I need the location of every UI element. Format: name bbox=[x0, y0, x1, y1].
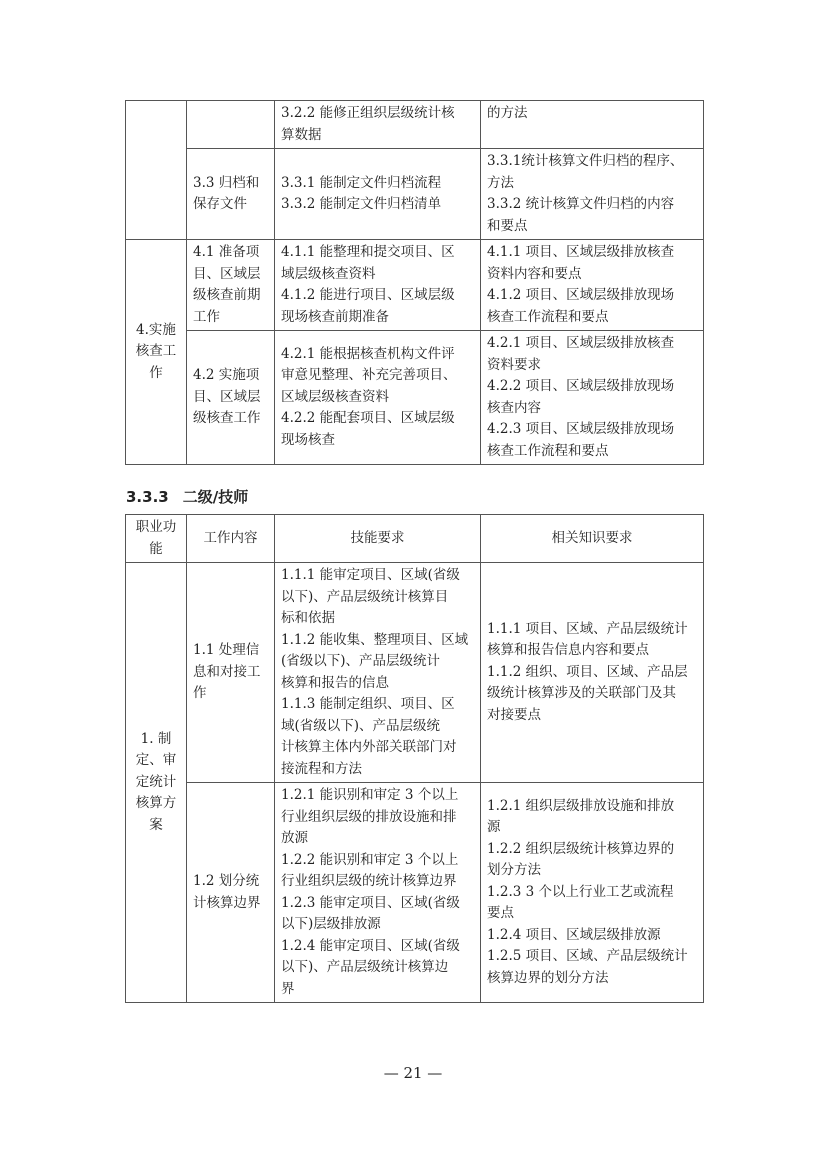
knowledge-cell: 的方法 bbox=[481, 101, 704, 149]
knowledge-cell: 1.1.1 项目、区域、产品层级统计 核算和报告信息内容和要点 1.1.2 组织、项目、区域、产品层 级统计核算涉及的关联部门及其 对接要点 bbox=[481, 563, 704, 783]
function-cell-blank bbox=[126, 101, 187, 240]
table-row bbox=[126, 149, 704, 240]
work-content-cell bbox=[187, 101, 275, 149]
table-row bbox=[126, 331, 704, 465]
skill-cell: 3.2.2 能修正组织层级统计核 算数据 bbox=[275, 101, 481, 149]
skill-cell: 4.1.1 能整理和提交项目、区 域层级核查资料 4.1.2 能进行项目、区域层级 现场核查前期准备 bbox=[275, 240, 481, 331]
header-knowledge: 相关知识要求 bbox=[481, 515, 704, 563]
page-number: — 21 — bbox=[383, 1064, 443, 1082]
knowledge-cell: 4.1.1 项目、区域层级排放核查 资料内容和要点 4.1.2 项目、区域层级排放现场 核查工作流程和要点 bbox=[481, 240, 704, 331]
table-row bbox=[126, 240, 704, 331]
header-work-content: 工作内容 bbox=[187, 515, 275, 563]
table-row bbox=[126, 563, 704, 783]
work-content-cell: 4.2 实施项 目、区域层 级核查工作 bbox=[187, 331, 275, 465]
skill-cell: 3.3.1 能制定文件归档流程 3.3.2 能制定文件归档清单 bbox=[275, 149, 481, 240]
knowledge-cell: 1.2.1 组织层级排放设施和排放 源 1.2.2 组织层级统计核算边界的 划分方法 1.2.3 3 个以上行业工艺或流程 要点 1.2.4 项目、区域层级排放源 1.2.5 项目、区域、产品层级统计 核算边界的划分方法 bbox=[481, 783, 704, 1003]
knowledge-cell: 3.3.1统计核算文件归档的程序、 方法 3.3.2 统计核算文件归档的内容 和要点 bbox=[481, 149, 704, 240]
function-cell: 4.实施 核查工 作 bbox=[126, 240, 187, 465]
section-heading bbox=[126, 486, 248, 507]
work-content-cell: 4.1 准备项 目、区域层 级核查前期 工作 bbox=[187, 240, 275, 331]
work-content-cell: 1.2 划分统 计核算边界 bbox=[187, 783, 275, 1003]
function-cell: 1. 制 定、审 定统计 核算方 案 bbox=[126, 563, 187, 1003]
work-content-cell: 3.3 归档和 保存文件 bbox=[187, 149, 275, 240]
skill-cell: 4.2.1 能根据核查机构文件评 审意见整理、补充完善项目、 区域层级核查资料 4.2.2 能配套项目、区域层级 现场核查 bbox=[275, 331, 481, 465]
table-continuation bbox=[125, 100, 704, 465]
section-title: 二级/技师 bbox=[182, 488, 249, 506]
skills-table bbox=[125, 514, 704, 1003]
table-row bbox=[126, 783, 704, 1003]
skill-cell: 1.2.1 能识别和审定 3 个以上 行业组织层级的排放设施和排 放源 1.2.2 能识别和审定 3 个以上 行业组织层级的统计核算边界 1.2.3 能审定项目、区域(省级 以下)层级排放源 1.2.4 能审定项目、区域(省级 以下)、产品层级统计核算边 界 bbox=[275, 783, 481, 1003]
work-content-cell: 1.1 处理信 息和对接工 作 bbox=[187, 563, 275, 783]
section-number: 3.3.3 bbox=[126, 488, 169, 506]
skill-cell: 1.1.1 能审定项目、区域(省级 以下)、产品层级统计核算目 标和依据 1.1.2 能收集、整理项目、区域 (省级以下)、产品层级统计 核算和报告的信息 1.1.3 能制定组织、项目、区 域(省级以下)、产品层级统 计核算主体内外部关联部门对 接流程和方法 bbox=[275, 563, 481, 783]
table-row bbox=[126, 101, 704, 149]
table-header-row bbox=[126, 515, 704, 563]
header-function: 职业功 能 bbox=[126, 515, 187, 563]
knowledge-cell: 4.2.1 项目、区域层级排放核查 资料要求 4.2.2 项目、区域层级排放现场 核查内容 4.2.3 项目、区域层级排放现场 核查工作流程和要点 bbox=[481, 331, 704, 465]
header-skills: 技能要求 bbox=[275, 515, 481, 563]
